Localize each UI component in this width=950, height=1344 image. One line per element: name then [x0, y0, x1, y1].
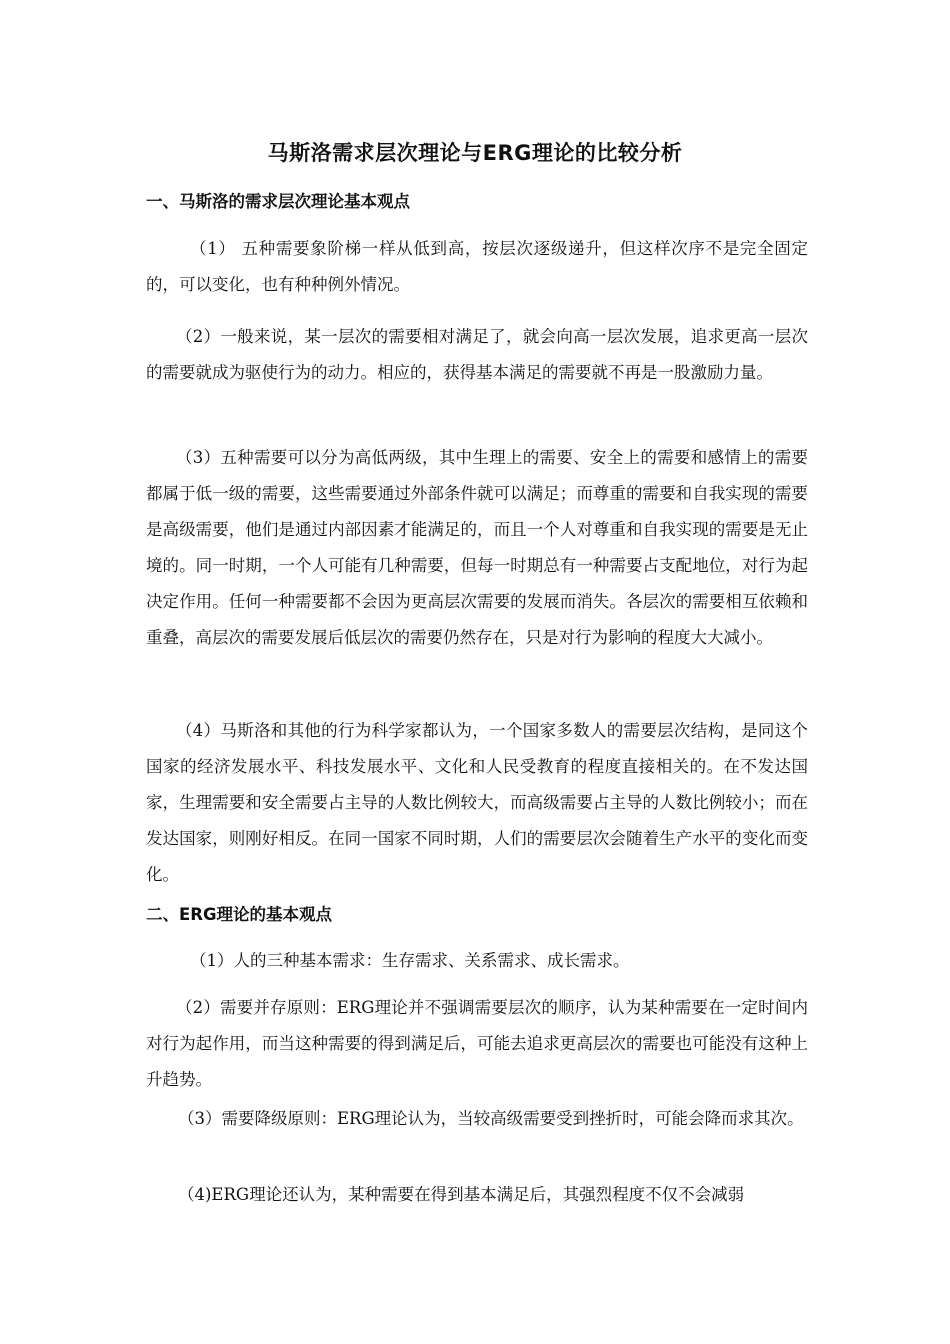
paragraph-erg-2: （2）需要并存原则：ERG理论并不强调需要层次的顺序，认为某种需要在一定时间内对行为起作用，而当这种需要的得到满足后，可能去追求更高层次的需要也可能没有这种上升趋势。: [146, 998, 808, 1089]
document-title: 马斯洛需求层次理论与ERG理论的比较分析: [267, 141, 683, 165]
paragraph-maslow-3: （3）五种需要可以分为高低两级，其中生理上的需要、安全上的需要和感情上的需要都属于低一级的需要，这些需要通过外部条件就可以满足；而尊重的需要和自我实现的需要是高级需要，他们是通过内部因素才能满足的，而且一个人对尊重和自我实现的需要是无止境的。同一时期，一个人可能有几种需要，但每一时期总有一种需要占支配地位，对行为起决定作用。任何一种需要都不会因为更高层次需要的发展而消失。各层次的需要相互依赖和重叠，高层次的需要发展后低层次的需要仍然存在，只是对行为影响的程度大大减小。: [146, 448, 808, 647]
paragraph-maslow-2: （2）一般来说，某一层次的需要相对满足了，就会向高一层次发展，追求更高一层次的需要就成为驱使行为的动力。相应的，获得基本满足的需要就不再是一股激励力量。: [146, 327, 808, 382]
paragraph-erg-1: （1）人的三种基本需求：生存需求、关系需求、成长需求。: [190, 951, 630, 970]
paragraph-erg-4: （4)ERG理论还认为，某种需要在得到基本满足后，其强烈程度不仅不会减弱: [178, 1185, 745, 1204]
section-heading-erg: 二、ERG理论的基本观点: [146, 905, 333, 924]
paragraph-erg-3: （3）需要降级原则：ERG理论认为，当较高级需要受到挫折时，可能会降而求其次。: [178, 1109, 804, 1128]
paragraph-maslow-4: （4）马斯洛和其他的行为科学家都认为，一个国家多数人的需要层次结构，是同这个国家的经济发展水平、科技发展水平、文化和人民受教育的程度直接相关的。在不发达国家，生理需要和安全需要占主导的人数比例较大，而高级需要占主导的人数比例较小；而在发达国家，则刚好相反。在同一国家不同时期，人们的需要层次会随着生产水平的变化而变化。: [146, 721, 808, 884]
section-heading-maslow: 一、马斯洛的需求层次理论基本观点: [146, 192, 410, 211]
paragraph-maslow-1: （1） 五种需要象阶梯一样从低到高，按层次逐级递升，但这样次序不是完全固定的，可以变化，也有种种例外情况。: [146, 239, 808, 294]
